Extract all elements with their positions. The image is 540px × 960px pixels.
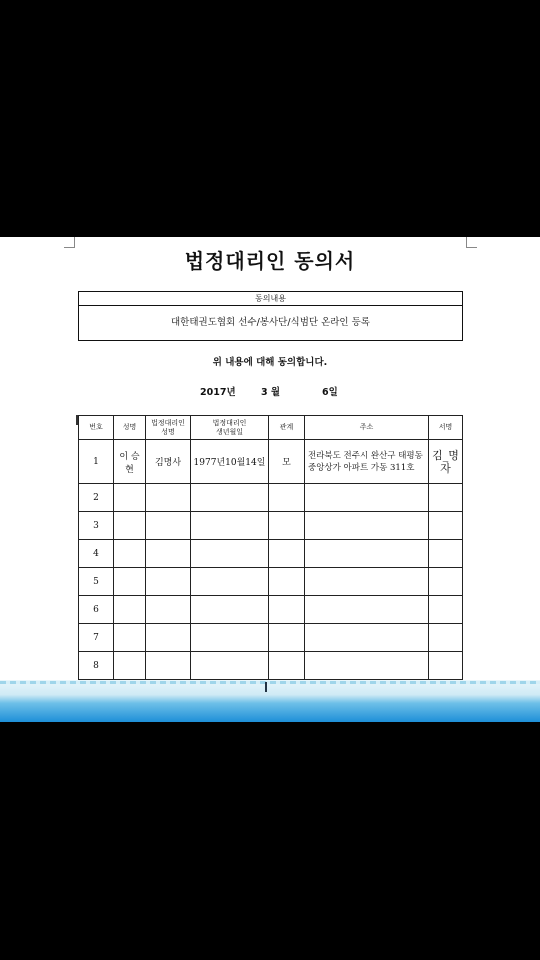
column-header: 법정대리인 생년월일 bbox=[191, 416, 269, 440]
column-header: 주소 bbox=[305, 416, 429, 440]
row-guardian bbox=[146, 512, 191, 540]
row-relation bbox=[269, 624, 305, 652]
row-address bbox=[305, 540, 429, 568]
row-number: 2 bbox=[79, 484, 114, 512]
row-number: 4 bbox=[79, 540, 114, 568]
date-day: 6일 bbox=[322, 387, 338, 398]
row-signature bbox=[429, 624, 463, 652]
row-address bbox=[305, 624, 429, 652]
row-address bbox=[305, 596, 429, 624]
table-header-row bbox=[79, 416, 463, 440]
row-name bbox=[114, 568, 146, 596]
row-guardian: 김명사 bbox=[146, 440, 191, 484]
row-birthdate bbox=[191, 484, 269, 512]
column-header: 성명 bbox=[114, 416, 146, 440]
row-name bbox=[114, 484, 146, 512]
row-signature bbox=[429, 596, 463, 624]
table-row bbox=[79, 440, 463, 484]
document-title: 법정대리인 동의서 bbox=[184, 249, 356, 273]
row-name bbox=[114, 624, 146, 652]
column-header: 서명 bbox=[429, 416, 463, 440]
row-signature bbox=[429, 568, 463, 596]
row-guardian bbox=[146, 624, 191, 652]
date-year: 2017년 bbox=[200, 387, 236, 398]
consent-box bbox=[78, 291, 463, 341]
table-row bbox=[79, 652, 463, 680]
row-guardian bbox=[146, 568, 191, 596]
table-row bbox=[79, 568, 463, 596]
row-address bbox=[305, 652, 429, 680]
row-name bbox=[114, 540, 146, 568]
row-number: 1 bbox=[79, 440, 114, 484]
row-signature bbox=[429, 484, 463, 512]
row-name bbox=[114, 652, 146, 680]
row-birthdate bbox=[191, 624, 269, 652]
date-month: 3 월 bbox=[261, 387, 281, 398]
position-marker bbox=[265, 682, 267, 692]
row-signature bbox=[429, 512, 463, 540]
consent-text: 대한태권도협회 선수/봉사단/식범단 온라인 등록 bbox=[170, 317, 370, 328]
row-number: 6 bbox=[79, 596, 114, 624]
row-name bbox=[114, 596, 146, 624]
row-relation bbox=[269, 652, 305, 680]
row-birthdate bbox=[191, 568, 269, 596]
row-signature bbox=[429, 540, 463, 568]
row-number: 7 bbox=[79, 624, 114, 652]
table-row bbox=[79, 484, 463, 512]
guardian-table bbox=[78, 415, 463, 708]
taskbar bbox=[0, 680, 540, 722]
table-row bbox=[79, 512, 463, 540]
row-address bbox=[305, 568, 429, 596]
row-birthdate bbox=[191, 596, 269, 624]
row-relation bbox=[269, 484, 305, 512]
column-header: 법정대리인 성명 bbox=[146, 416, 191, 440]
row-address bbox=[305, 484, 429, 512]
row-number: 5 bbox=[79, 568, 114, 596]
row-number: 3 bbox=[79, 512, 114, 540]
table-row bbox=[79, 596, 463, 624]
row-name: 이 승 현 bbox=[114, 440, 146, 484]
row-birthdate bbox=[191, 512, 269, 540]
row-relation bbox=[269, 540, 305, 568]
column-header: 번호 bbox=[79, 416, 114, 440]
row-address: 전라북도 전주시 완산구 태평동 중앙상가 아파트 가동 311호 bbox=[305, 440, 429, 484]
row-relation bbox=[269, 568, 305, 596]
row-guardian bbox=[146, 596, 191, 624]
row-number: 8 bbox=[79, 652, 114, 680]
row-address bbox=[305, 512, 429, 540]
column-header: 관계 bbox=[269, 416, 305, 440]
row-name bbox=[114, 512, 146, 540]
row-relation: 모 bbox=[269, 440, 305, 484]
row-signature bbox=[429, 652, 463, 680]
consent-header: 동의내용 bbox=[79, 292, 462, 306]
row-guardian bbox=[146, 540, 191, 568]
row-signature: 김_명 자 bbox=[429, 440, 463, 484]
scroll-indicator bbox=[0, 681, 540, 684]
document-page bbox=[0, 237, 540, 680]
row-birthdate: 1977년10월14일 bbox=[191, 440, 269, 484]
row-guardian bbox=[146, 484, 191, 512]
agree-statement: 위 내용에 대해 동의합니다. bbox=[212, 357, 328, 368]
row-relation bbox=[269, 596, 305, 624]
row-guardian bbox=[146, 652, 191, 680]
row-birthdate bbox=[191, 652, 269, 680]
row-birthdate bbox=[191, 540, 269, 568]
row-relation bbox=[269, 512, 305, 540]
table-row bbox=[79, 540, 463, 568]
table-row bbox=[79, 624, 463, 652]
